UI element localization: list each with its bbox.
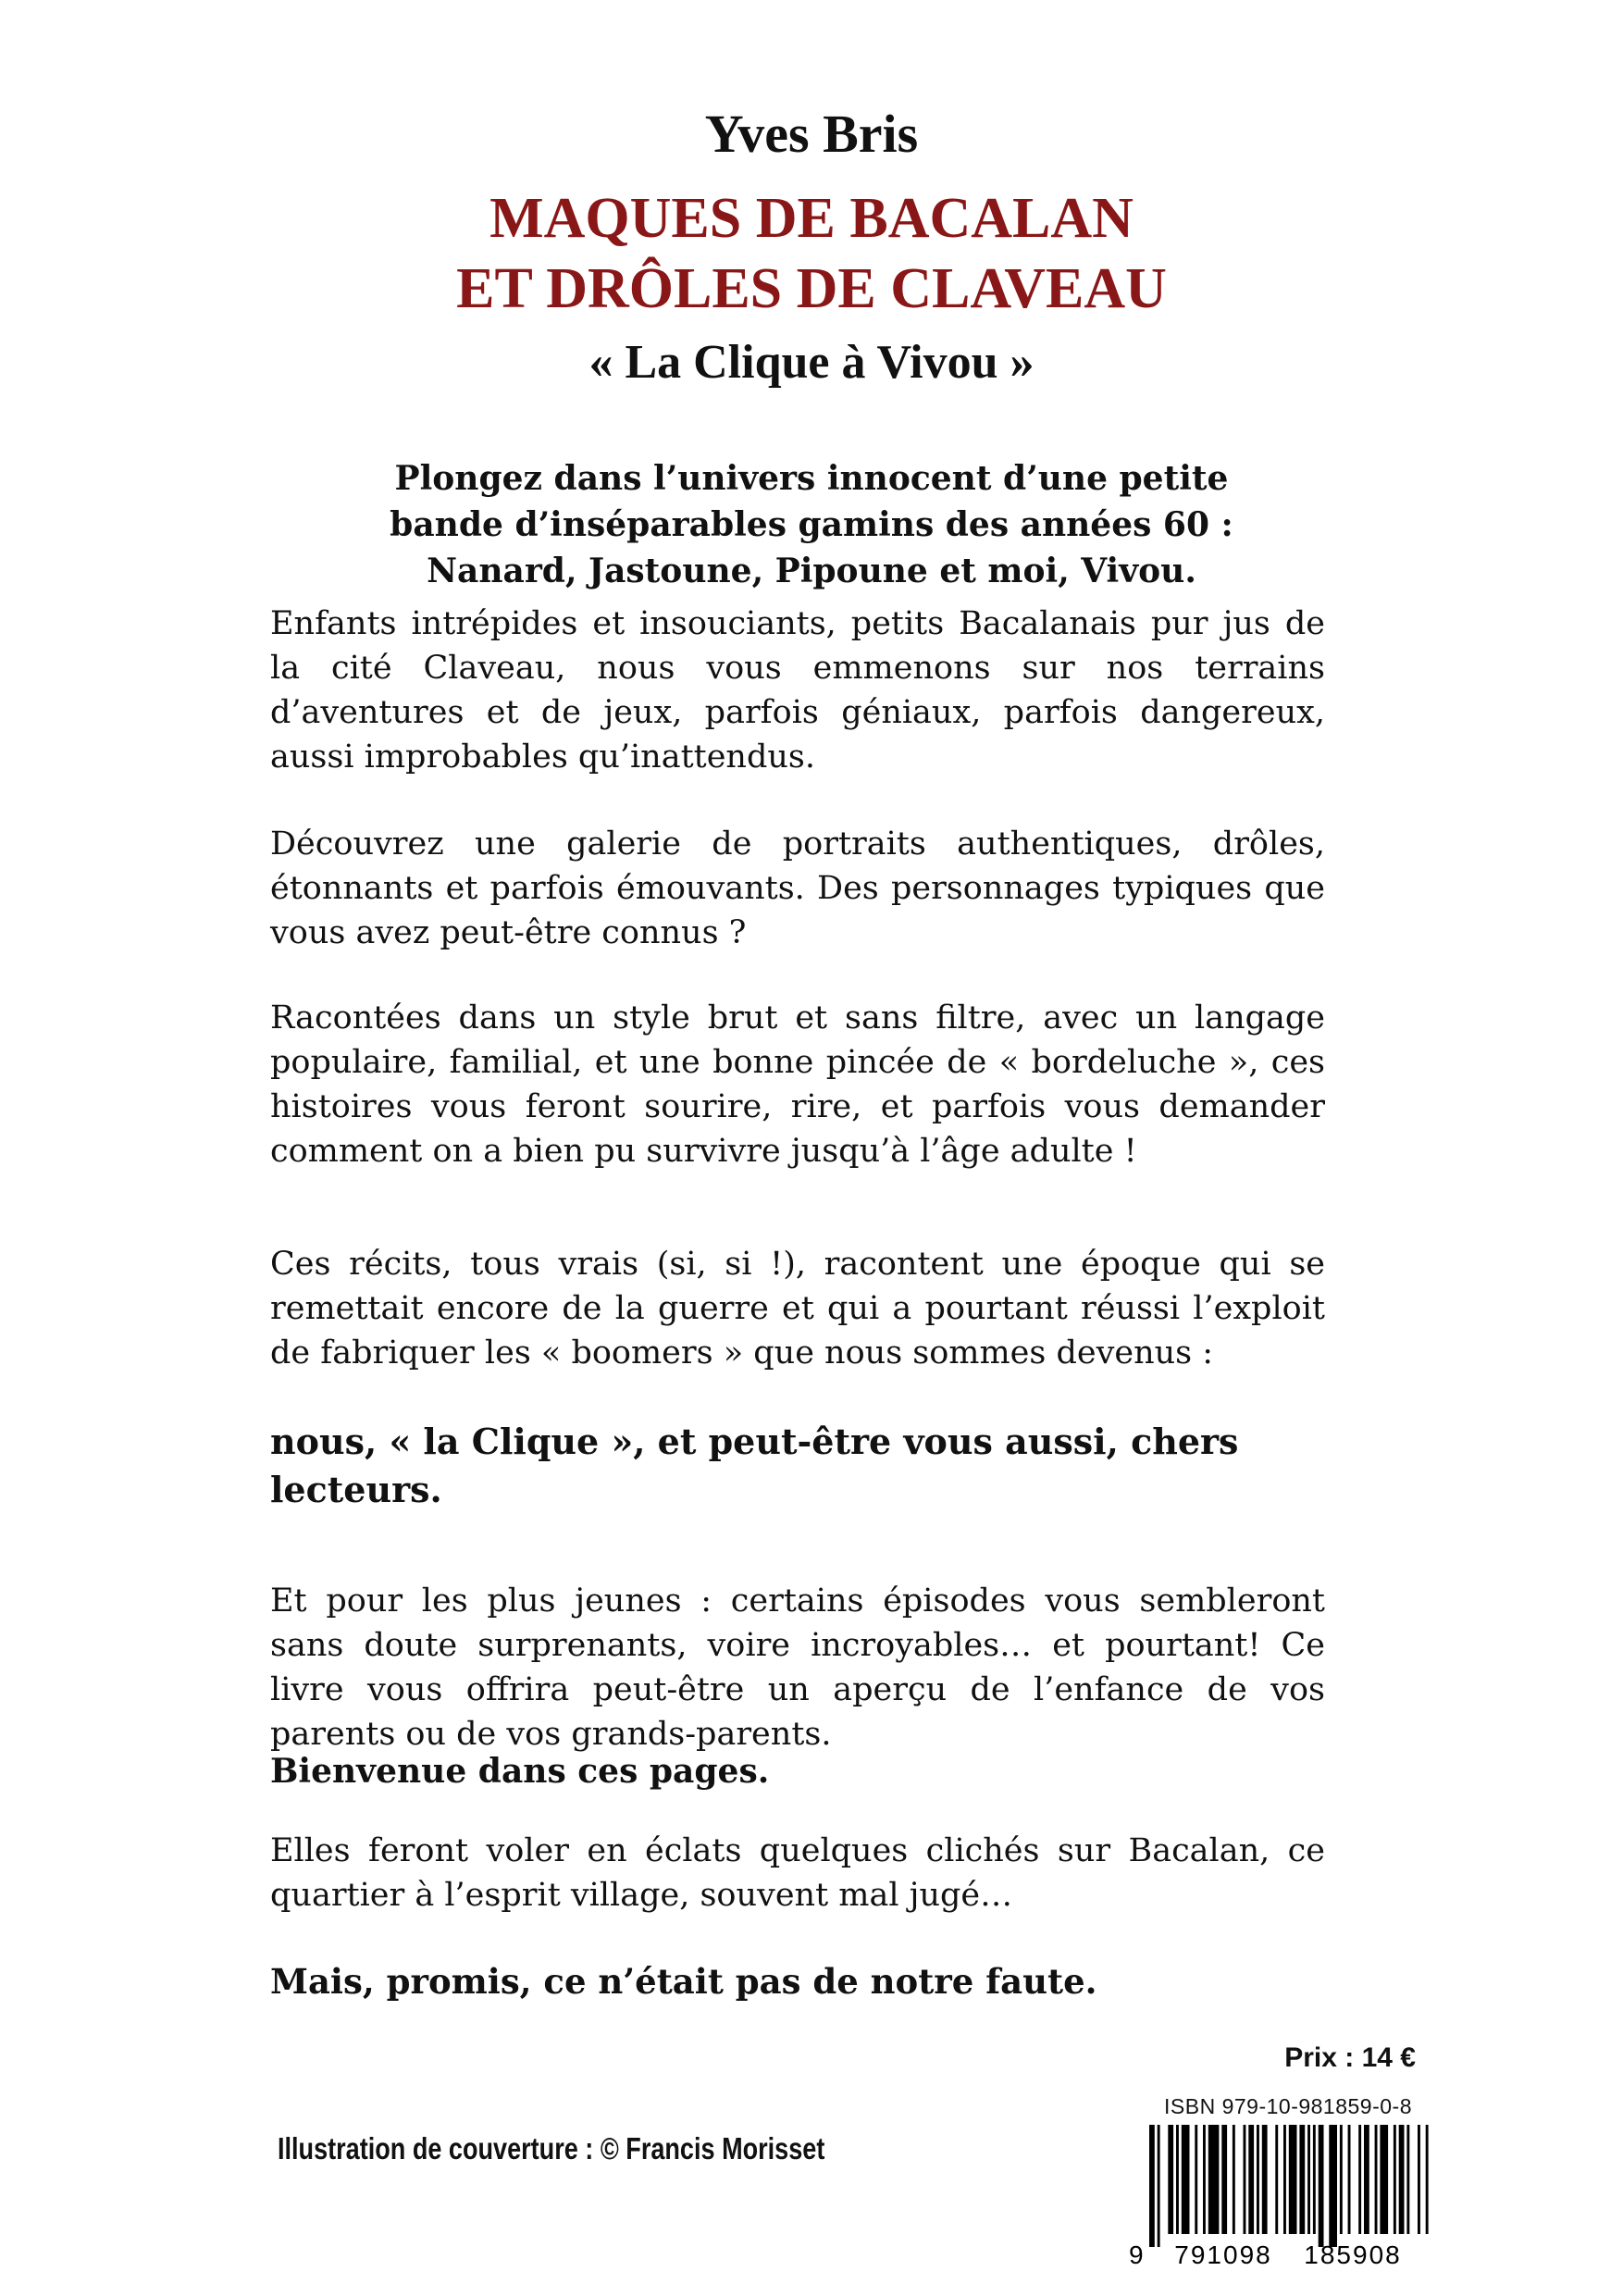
barcode-bar xyxy=(1375,2125,1378,2234)
barcode-bar xyxy=(1244,2125,1246,2234)
intro-line-1: Plongez dans l’univers innocent d’une petite xyxy=(394,459,1229,498)
barcode-bar xyxy=(1221,2125,1227,2234)
paragraph-adventures: Enfants intrépides et insouciants, petits Bacalanais pur jus de la cité Claveau, nous vous emmenons sur nos terrains d’aventures et de jeux, parfois géniaux, parfois dangereux, aussi improbables qu’inattendus. xyxy=(270,605,1325,776)
barcode-bar xyxy=(1248,2125,1254,2234)
price-label: Prix : 14 € xyxy=(1284,2042,1416,2073)
book-title-line-1: MAQUES DE BACALAN xyxy=(489,187,1134,250)
barcode-bar xyxy=(1364,2125,1369,2234)
barcode-bar xyxy=(1289,2125,1297,2234)
paragraph-epoch: Ces récits, tous vrais (si, si !), racontent une époque qui se remettait encore de la guerre et qui a pourtant réussi l’exploit de fabriquer les « boomers » que nous sommes devenus : xyxy=(270,1246,1325,1371)
paragraph-clique: nous, « la Clique », et peut-être vous aussi, chers lecteurs. xyxy=(270,1421,1239,1510)
book-subtitle: « La Clique à Vivou » xyxy=(588,336,1035,389)
barcode-bar xyxy=(1307,2125,1310,2234)
barcode-digit-first: 9 xyxy=(1129,2240,1144,2269)
barcode-bar xyxy=(1208,2125,1220,2234)
barcode-bar xyxy=(1399,2125,1405,2234)
barcode-bar xyxy=(1380,2125,1388,2234)
barcode-bar xyxy=(1262,2125,1268,2234)
isbn-label: ISBN 979-10-981859-0-8 xyxy=(1164,2094,1412,2118)
paragraph-portraits: Découvrez une galerie de portraits authentiques, drôles, étonnants et parfois émouvants. Des personnages typiques que vous avez peut-être connus ? xyxy=(270,825,1325,951)
barcode-bar xyxy=(1313,2125,1316,2234)
barcode-bar xyxy=(1426,2125,1429,2234)
barcode-bar xyxy=(1329,2125,1337,2247)
barcode-bar xyxy=(1182,2125,1190,2234)
barcode-bar xyxy=(1233,2125,1235,2234)
barcode-bar xyxy=(1418,2125,1420,2234)
paragraph-closing: Mais, promis, ce n’était pas de notre faute. xyxy=(270,1961,1097,2002)
barcode-bar xyxy=(1283,2125,1286,2234)
barcode-bar xyxy=(1257,2125,1259,2234)
isbn-barcode xyxy=(1120,2125,1434,2269)
barcode-bar xyxy=(1195,2125,1197,2234)
barcode-group-right: 185908 xyxy=(1304,2240,1402,2269)
intro-line-3: Nanard, Jastoune, Pipoune et moi, Vivou. xyxy=(427,552,1196,590)
paragraph-style: Racontées dans un style brut et sans filtre, avec un langage populaire, familial, et une bonne pincée de « bordeluche », ces histoires vous feront sourire, rire, et parfois vous demander comment on a bien pu survivre jusqu’à l’âge adulte ! xyxy=(270,999,1325,1170)
barcode-bar xyxy=(1340,2125,1343,2234)
barcode-bars xyxy=(1149,2125,1429,2247)
paragraph-welcome: Bienvenue dans ces pages. xyxy=(270,1752,770,1791)
author-name: Yves Bris xyxy=(704,104,919,164)
book-title xyxy=(0,183,1623,324)
barcode-bar xyxy=(1275,2125,1278,2234)
barcode-bar xyxy=(1348,2125,1351,2234)
barcode-bar xyxy=(1299,2125,1305,2234)
paragraph-younger-readers: Et pour les plus jeunes : certains épisodes vous sembleront sans doute surprenants, voire incroyables… et pourtant! Ce livre vous offrira peut-être un aperçu de l’enfance de vos parents ou de vos grands-parents. xyxy=(270,1582,1325,1753)
paragraph-bacalan: Elles feront voler en éclats quelques clichés sur Bacalan, ce quartier à l’esprit village, souvent mal jugé… xyxy=(270,1832,1325,1914)
barcode-bar xyxy=(1149,2125,1155,2247)
barcode-group-left: 791098 xyxy=(1174,2240,1272,2269)
barcode-bar xyxy=(1358,2125,1361,2234)
barcode-bar xyxy=(1394,2125,1396,2234)
barcode-bar xyxy=(1203,2125,1206,2234)
barcode-bar xyxy=(1406,2125,1409,2234)
barcode-bar xyxy=(1158,2125,1160,2247)
barcode-bar xyxy=(1319,2125,1324,2247)
intro-paragraph xyxy=(241,455,1382,594)
barcode-graphic xyxy=(1120,2125,1434,2269)
book-title-line-2: ET DRÔLES DE CLAVEAU xyxy=(456,257,1167,320)
barcode-bar xyxy=(1176,2125,1179,2234)
barcode-bar xyxy=(1168,2125,1173,2234)
illustration-credit: Illustration de couverture : © Francis Morisset xyxy=(278,2131,825,2166)
intro-line-2: bande d’inséparables gamins des années 60 : xyxy=(390,505,1233,544)
